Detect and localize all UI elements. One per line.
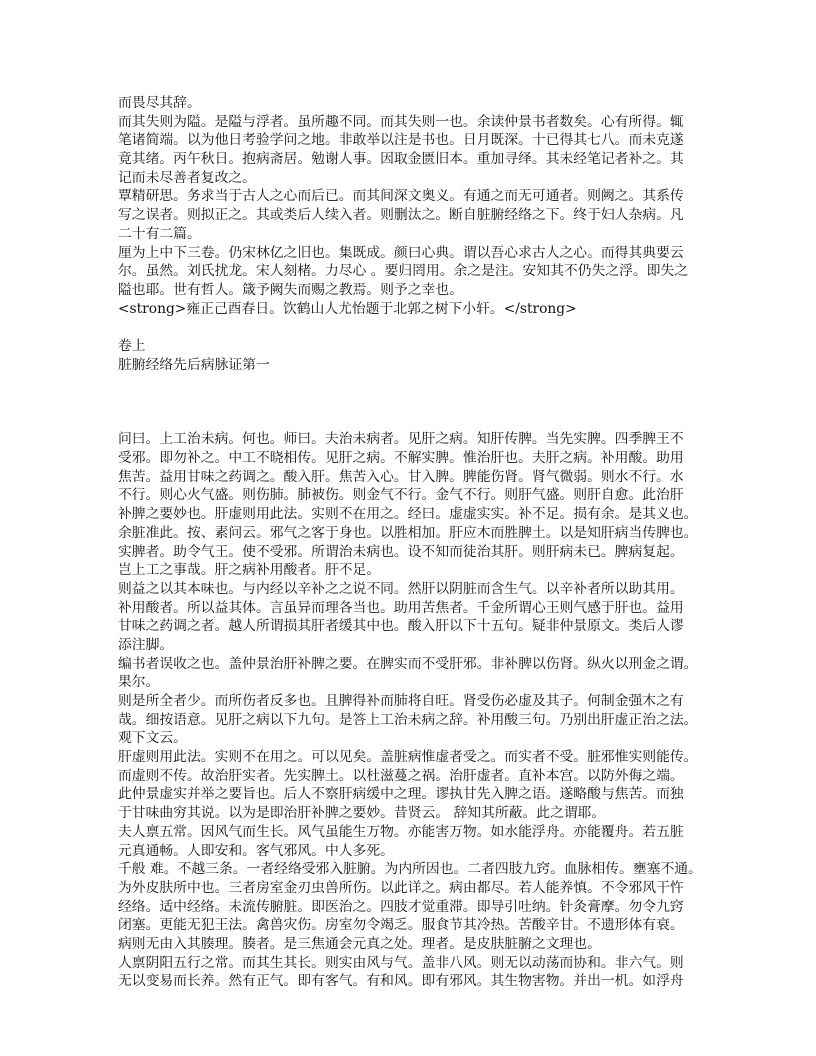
- text-line: 人禀阴阳五行之常。而其生其长。则实由风与气。盖非八风。则无以动荡而协和。非六气。则: [118, 954, 684, 971]
- text-line: 岂上工之事哉。肝之病补用酸者。肝不足。: [118, 562, 381, 579]
- paragraph: [118, 580, 718, 655]
- text-line: 写之误者。则拟正之。其或类后人续入者。则删汰之。断自脏腑经络之下。终于妇人杂病。凡: [118, 207, 684, 224]
- blank-line: [118, 318, 718, 337]
- text-line: 笔诸简端。以为他日考验学问之地。非敢举以注是书也。日月既深。十已得其七八。而未克遂: [118, 132, 684, 149]
- text-line: <strong>雍正己酉春日。饮鹤山人尤怡题于北郭之树下小轩。</strong>: [118, 300, 577, 317]
- paragraph: [118, 748, 718, 823]
- text-line: 肝虚则用此法。实则不在用之。可以见矣。盖脏病惟虚者受之。而实者不受。脏邪惟实则能传。: [118, 749, 698, 766]
- text-line: 覃精研思。务求当于古人之心而后已。而其间深文奥义。有通之而无可通者。则阙之。其系传: [118, 188, 684, 205]
- text-line: 闭塞。更能无犯王法。禽兽灾伤。房室勿令竭乏。服食节其冷热。苦酸辛甘。不遗形体有衰。: [118, 917, 684, 934]
- text-line: 二十有二篇。: [118, 225, 201, 242]
- text-line: 此仲景虚实并举之要旨也。后人不察肝病缓中之理。谬执甘先入脾之语。遂略酸与焦苦。而独: [118, 786, 684, 803]
- text-line: 添注脚。: [118, 636, 174, 653]
- text-line: 为外皮肤所中也。三者房室金刃虫兽所伤。以此详之。病由都尽。若人能养慎。不令邪风干忤: [118, 879, 684, 896]
- text-line: 而畏尽其辞。: [118, 95, 201, 111]
- text-line: 无以变易而长养。然有正气。即有客气。有和风。即有邪风。其生物害物。并出一机。如浮舟: [118, 973, 684, 990]
- text-line: 而其失则为隘。是隘与浮者。虽所趣不同。而其失则一也。余读仲景书者数矣。心有所得。辄: [118, 113, 684, 130]
- paragraph: [118, 187, 718, 243]
- text-line: 问曰。上工治未病。何也。师曰。夫治未病者。见肝之病。知肝传脾。当先实脾。四季脾王不: [118, 431, 684, 448]
- paragraph: [118, 823, 718, 860]
- chapter-title: 脏腑经络先后病脉证第一: [118, 356, 270, 373]
- text-line: 编书者误收之也。盖仲景治肝补脾之要。在脾实而不受肝邪。非补脾以伤肾。纵火以刑金之谓。: [118, 655, 698, 672]
- blank-line: [118, 374, 718, 393]
- text-line: 果尔。: [118, 674, 160, 691]
- paragraph: [118, 692, 718, 748]
- text-line: 哉。细按语意。见肝之病以下九句。是答上工治未病之辞。补用酸三句。乃别出肝虚正治之法。: [118, 711, 698, 728]
- paragraph: [118, 430, 718, 580]
- text-line: 于甘味曲穷其说。以为是即治肝补脾之要妙。昔贤云。 辞知其所蔽。此之谓耶。: [118, 805, 606, 822]
- text-line: 隘也耶。世有哲人。箴予阙失而赐之教焉。则予之幸也。: [118, 281, 463, 298]
- paragraph: [118, 113, 718, 188]
- text-line: 补用酸者。所以益其体。言虽异而理各当也。助用苦焦者。千金所谓心王则气感于肝也。益用: [118, 599, 684, 616]
- text-line: 实脾者。助令气王。使不受邪。所谓治未病也。设不知而徒治其肝。则肝病未已。脾病复起。: [118, 543, 684, 560]
- text-line: 经络。适中经络。未流传腑脏。即医治之。四肢才觉重滞。即导引吐纳。针灸膏摩。勿令九窍: [118, 898, 684, 915]
- document-page: [118, 94, 718, 991]
- text-line: 余脏准此。按、素问云。邪气之客于身也。以胜相加。肝应木而胜脾土。以是知肝病当传脾也。: [118, 524, 698, 541]
- text-line: 竟其绪。丙午秋日。抱病斋居。勉谢人事。因取金匮旧本。重加寻绎。其未经笔记者补之。其: [118, 151, 684, 168]
- text-line: 观下文云。: [118, 730, 187, 747]
- text-line: 而虚则不传。故治肝实者。先实脾土。以杜滋蔓之祸。治肝虚者。直补本宫。以防外侮之端。: [118, 767, 684, 784]
- paragraph: [118, 244, 718, 300]
- chapter-body: [118, 430, 718, 991]
- text-line: 尔。虽然。刘氏扰龙。宋人刻楮。力尽心 。要归罔用。余之是注。安知其不仍失之浮。即失之: [118, 263, 689, 280]
- text-line: 受邪。即勿补之。中工不晓相传。见肝之病。不解实脾。惟治肝也。夫肝之病。补用酸。助用: [118, 450, 684, 467]
- text-line: 厘为上中下三卷。仍宋林亿之旧也。集既成。颜曰心典。谓以吾心求古人之心。而得其典要云: [118, 244, 684, 261]
- volume-title: 卷上: [118, 337, 146, 354]
- paragraph: [118, 94, 718, 113]
- text-line: 则益之以其本味也。与内经以辛补之之说不同。然肝以阴脏而含生气。以辛补者所以助其用。: [118, 580, 684, 597]
- text-line: 元真通畅。人即安和。客气邪风。中人多死。: [118, 842, 394, 859]
- text-line: 不行。则心火气盛。则伤肺。肺被伤。则金气不行。金气不行。则肝气盛。则肝自愈。此治肝: [118, 487, 684, 504]
- paragraph: [118, 655, 718, 692]
- text-line: 补脾之要妙也。肝虚则用此法。实则不在用之。经曰。虚虚实实。补不足。损有余。是其义也。: [118, 506, 698, 523]
- text-line: 焦苦。益用甘味之药调之。酸入肝。焦苦入心。甘入脾。脾能伤肾。肾气微弱。则水不行。水: [118, 468, 684, 485]
- blank-line: [118, 393, 718, 412]
- paragraph: [118, 860, 718, 953]
- text-line: 病则无由入其腠理。腠者。是三焦通会元真之处。理者。是皮肤脏腑之文理也。: [118, 935, 601, 952]
- text-line: 夫人禀五常。因风气而生长。风气虽能生万物。亦能害万物。如水能浮舟。亦能覆舟。若五脏: [118, 823, 684, 840]
- text-line: 甘味之药调之者。越人所谓损其肝者缓其中也。酸入肝以下十五句。疑非仲景原文。类后人谬: [118, 618, 684, 635]
- paragraph: [118, 954, 718, 991]
- blank-line: [118, 412, 718, 431]
- preface-section: [118, 94, 718, 318]
- text-line: 千般 难。不越三条。一者经络受邪入脏腑。为内所因也。二者四肢九窍。血脉相传。壅塞不通。: [118, 861, 702, 878]
- text-line: 记而未尽善者复改之。: [118, 169, 256, 186]
- text-line: 则是所全者少。而所伤者反多也。且脾得补而肺将自旺。肾受伤必虚及其子。何制金强木之有: [118, 693, 684, 709]
- paragraph: [118, 300, 718, 319]
